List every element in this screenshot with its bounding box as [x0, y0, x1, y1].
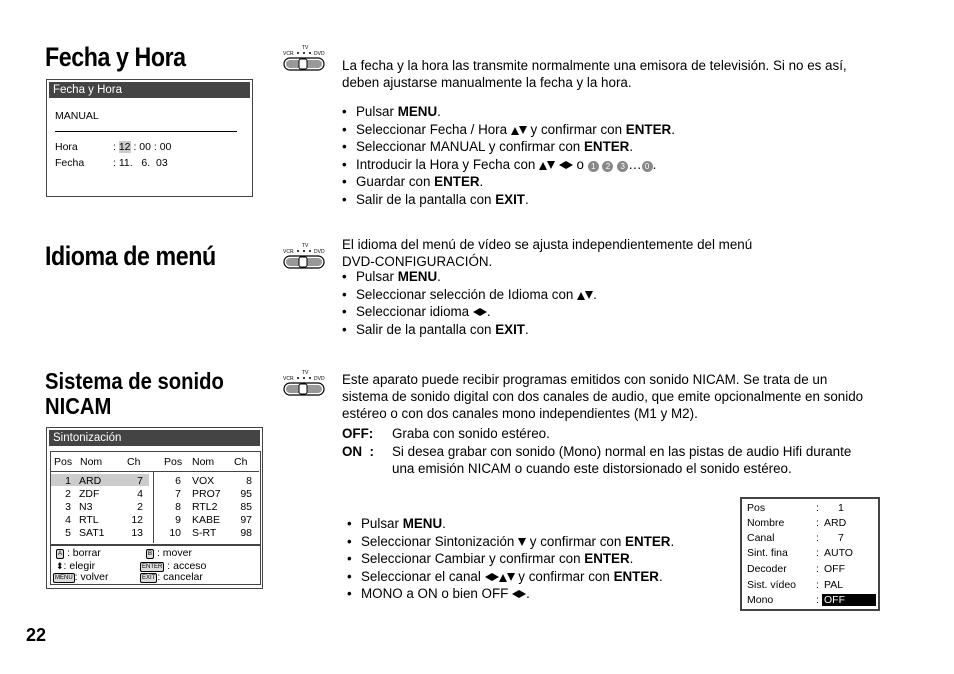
detail-value: OFF: [824, 563, 845, 575]
up-arrow-icon: [577, 292, 585, 300]
fecha-steps: [342, 103, 902, 209]
page-number: 22: [26, 625, 47, 645]
exit-key-icon: EXIT: [142, 575, 156, 581]
table-cell: RTL: [79, 514, 99, 526]
vcr-dvd-switch-icon: [282, 369, 326, 399]
legend-acceso: ENTER : acceso: [142, 560, 207, 572]
table-cell: 97: [240, 514, 252, 526]
fecha-intro: La fecha y la hora las transmite normalmente una emisora de televisión. Si no es así, deben ajustarse manualmente la fecha y la hora.: [342, 58, 847, 90]
detail-label: Mono: [747, 594, 774, 606]
table-cell: 12: [131, 514, 143, 526]
right-arrow-icon: [519, 590, 526, 598]
fecha-osd-box: [46, 79, 253, 197]
nicam-on-text: Si desea grabar con sonido (Mono) normal en las pistas de audio Hifi durante una emisión NICAM o cuando este distorsionado el sonido estéreo.: [392, 444, 852, 476]
legend-volver: MENU : volver: [55, 571, 109, 583]
svg-text:VCR: VCR: [283, 51, 294, 57]
detail-sep: :: [816, 594, 819, 606]
osd-hora-selected: 12: [118, 141, 131, 153]
table-cell: PRO7: [192, 488, 221, 500]
step: • Pulsar MENU.: [342, 103, 902, 121]
step: • Pulsar MENU.: [347, 515, 737, 533]
channel-detail-osd-box: [740, 497, 880, 611]
table-cell: 8: [175, 501, 181, 513]
svg-text:DVD: DVD: [314, 51, 325, 57]
down-arrow-icon: [507, 573, 515, 581]
section-title-idioma: Idioma de menú: [45, 241, 216, 271]
detail-label: Nombre: [747, 517, 785, 529]
table-cell: RTL2: [192, 501, 218, 513]
down-arrow-icon: [547, 161, 555, 169]
step: • Introducir la Hora y Fecha con o 1 2 3 … 0 .: [342, 156, 902, 174]
detail-value: 7: [838, 532, 844, 544]
left-arrow-icon: [559, 161, 566, 169]
right-arrow-icon: [480, 308, 487, 316]
svg-text:DVD: DVD: [314, 249, 325, 255]
table-cell: S-RT: [192, 527, 217, 539]
legend-cancelar: EXIT : cancelar: [142, 571, 203, 583]
left-arrow-icon: [473, 308, 480, 316]
legend-borrar: A : borrar: [58, 547, 101, 559]
detail-label: Sist. vídeo: [747, 579, 797, 591]
svg-text:VCR: VCR: [283, 249, 294, 255]
vcr-dvd-switch-icon: [282, 44, 326, 74]
up-arrow-icon: [539, 162, 547, 170]
table-cell: N3: [79, 501, 93, 513]
detail-label: Pos: [747, 502, 766, 514]
right-arrow-icon: [492, 573, 499, 581]
osd-fecha-value: : 11. 6. 03: [113, 157, 168, 169]
step: • MONO a ON o bien OFF .: [347, 585, 737, 603]
table-cell: 2: [65, 488, 71, 500]
nicam-on-label: ON :: [342, 444, 374, 459]
mono-value-selected: OFF: [822, 594, 876, 606]
up-arrow-icon: [499, 574, 507, 582]
svg-text:TV: TV: [302, 243, 309, 249]
table-cell: 4: [65, 514, 71, 526]
b-key-icon: B: [148, 551, 153, 557]
step: • Seleccionar Sintonización y confirmar con ENTER.: [347, 533, 737, 551]
svg-text:TV: TV: [302, 370, 309, 376]
left-arrow-icon: [512, 590, 519, 598]
legend-elegir: ⬍: elegir: [56, 560, 96, 572]
table-cell: 8: [246, 475, 252, 487]
detail-value: AUTO: [824, 547, 853, 559]
table-cell: 98: [240, 527, 252, 539]
table-cell: 7: [175, 488, 181, 500]
number-key-icon: 1: [588, 161, 599, 172]
idioma-steps: [342, 268, 902, 338]
detail-sep: :: [816, 547, 819, 559]
table-cell: 95: [240, 488, 252, 500]
osd-header: Fecha y Hora: [49, 82, 250, 98]
table-divider: [50, 471, 259, 472]
left-arrow-icon: [485, 573, 492, 581]
col-header: Nom: [192, 456, 215, 468]
down-arrow-icon: [519, 126, 527, 134]
step: • Seleccionar selección de Idioma con .: [342, 286, 902, 304]
table-cell: 1: [65, 475, 71, 487]
step: • Salir de la pantalla con EXIT.: [342, 321, 902, 339]
table-cell: 6: [175, 475, 181, 487]
detail-label: Decoder: [747, 563, 787, 575]
table-cell: 9: [175, 514, 181, 526]
osd-hora-value: : 12 : 00 : 00: [113, 141, 172, 153]
tv-label: TV: [302, 45, 309, 51]
osd-divider: [55, 131, 237, 132]
detail-label: Sint. fina: [747, 547, 788, 559]
legend-mover: B : mover: [148, 547, 192, 559]
number-key-icon: 0: [642, 161, 653, 172]
detail-sep: :: [816, 563, 819, 575]
table-cell: 3: [65, 501, 71, 513]
col-header: Pos: [54, 456, 73, 468]
section-title-fecha: Fecha y Hora: [45, 42, 186, 72]
updown-arrows-icon: ⬍: [56, 561, 64, 571]
down-arrow-icon: [585, 291, 593, 299]
table-cell: 7: [137, 475, 143, 487]
idioma-intro: El idioma del menú de vídeo se ajusta independientemente del menú DVD-CONFIGURACIÓN.: [342, 237, 753, 269]
sintonizacion-osd-box: [46, 427, 263, 589]
col-header: Ch: [127, 456, 141, 468]
down-arrow-icon: [518, 538, 526, 546]
vcr-dvd-switch-icon: [282, 242, 326, 272]
number-key-icon: 3: [617, 161, 628, 172]
svg-text:VCR: VCR: [283, 376, 294, 382]
nicam-off-label: OFF:: [342, 426, 374, 441]
col-header: Nom: [80, 456, 103, 468]
detail-value: PAL: [824, 579, 844, 591]
osd-mode: MANUAL: [55, 110, 99, 122]
detail-label: Canal: [747, 532, 775, 544]
col-header: Pos: [164, 456, 183, 468]
right-arrow-icon: [566, 161, 573, 169]
table-cell: 10: [169, 527, 181, 539]
col-header: Ch: [234, 456, 248, 468]
detail-value: 1: [838, 502, 844, 514]
detail-sep: :: [816, 517, 819, 529]
enter-key-icon: ENTER: [142, 564, 163, 570]
a-key-icon: A: [58, 551, 63, 557]
table-cell: 5: [65, 527, 71, 539]
table-cell: VOX: [192, 475, 215, 487]
step: • Seleccionar MANUAL y confirmar con ENTER.: [342, 138, 902, 156]
step: • Seleccionar Cambiar y confirmar con ENTER.: [347, 550, 737, 568]
up-arrow-icon: [511, 127, 519, 135]
table-cell: 4: [137, 488, 143, 500]
osd-header: Sintonización: [49, 430, 260, 446]
svg-text:DVD: DVD: [314, 376, 325, 382]
step: • Seleccionar idioma .: [342, 303, 902, 321]
section-title-nicam: Sistema de sonido NICAM: [45, 368, 224, 419]
menu-key-icon: MENU: [55, 575, 73, 581]
table-cell: ARD: [79, 475, 102, 487]
detail-sep: :: [816, 579, 819, 591]
step: • Seleccionar Fecha / Hora y confirmar con ENTER.: [342, 121, 902, 139]
detail-value: ARD: [824, 517, 847, 529]
osd-fecha-label: Fecha: [55, 157, 85, 169]
step: • Salir de la pantalla con EXIT.: [342, 191, 902, 209]
table-divider: [153, 471, 154, 543]
step: • Seleccionar el canal y confirmar con ENTER.: [347, 568, 737, 586]
step: • Guardar con ENTER.: [342, 173, 902, 191]
table-cell: SAT1: [79, 527, 105, 539]
number-key-icon: 2: [602, 161, 613, 172]
table-cell: 2: [137, 501, 143, 513]
table-cell: 85: [240, 501, 252, 513]
nicam-off-text: Graba con sonido estéreo.: [392, 426, 550, 441]
table-cell: KABE: [192, 514, 221, 526]
table-cell: 13: [131, 527, 143, 539]
detail-sep: :: [816, 532, 819, 544]
nicam-steps: [347, 515, 737, 603]
nicam-intro: Este aparato puede recibir programas emitidos con sonido NICAM. Se trata de un sistema de sonido digital con dos canales de audio, que emite opcionalmente en sonido estéreo o con dos canales mono independientes (M1 y M2).: [342, 372, 864, 421]
step: • Pulsar MENU.: [342, 268, 902, 286]
osd-hora-label: Hora: [55, 141, 78, 153]
detail-sep: :: [816, 502, 819, 514]
table-cell: ZDF: [79, 488, 100, 500]
